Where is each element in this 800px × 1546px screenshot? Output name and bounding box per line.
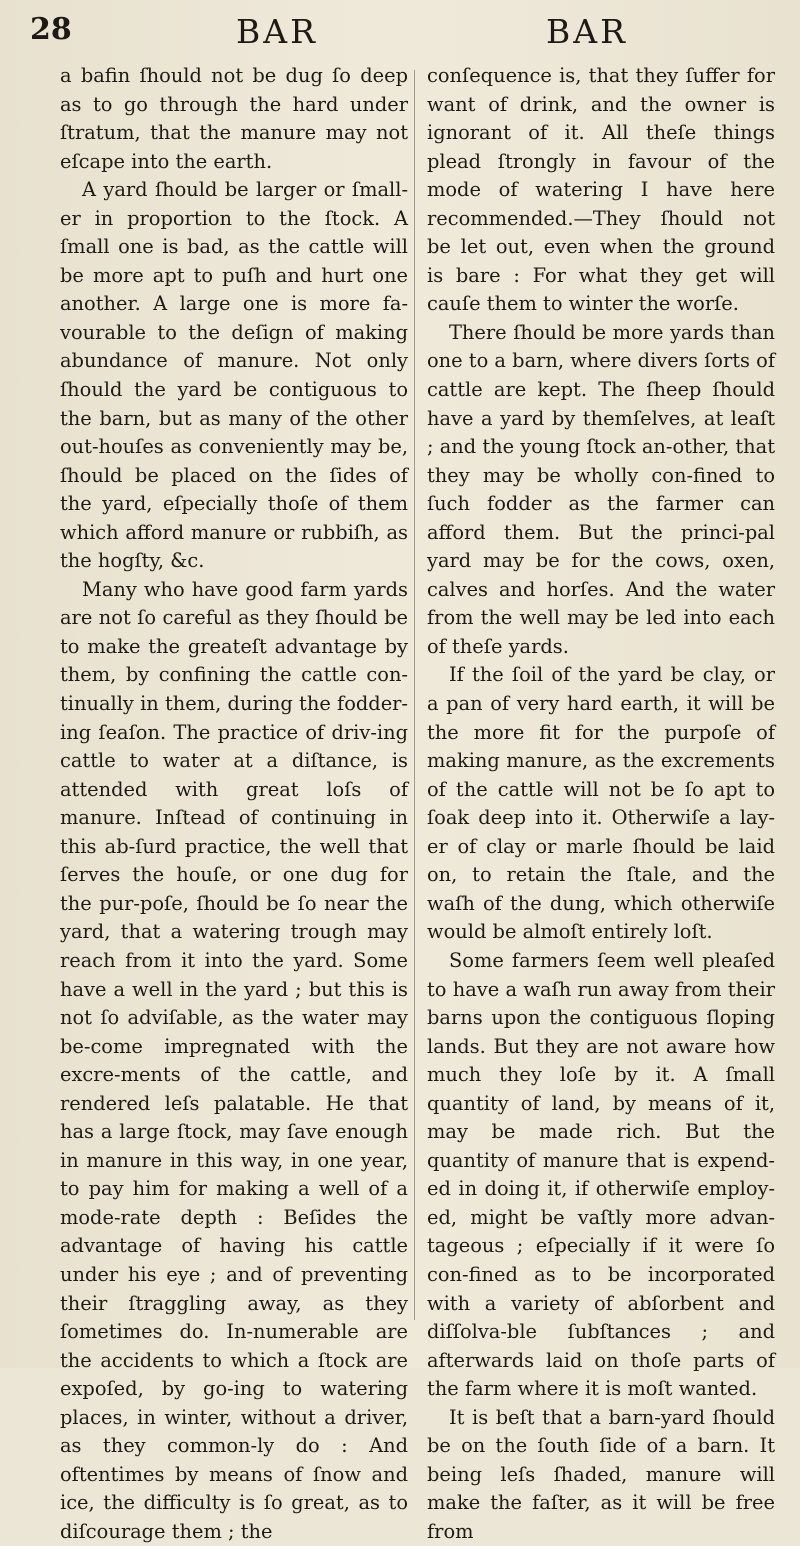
column-divider xyxy=(414,70,415,1320)
right-paragraph-5: It is beſt that a barn-yard ſhould be on the ſouth ſide of a barn. It being leſs ſhaded, manure will make the faſter, as it will be free from xyxy=(427,1405,775,1543)
left-paragraph-2: A yard ſhould be larger or ſmall-er in proportion to the ſtock. A ſmall one is bad, as the cattle will be more apt to puſh and hurt one another. A large one is more fa-vourable to the deſign of making abundance of manure. Not only ſhould the yard be contiguous to the barn, but as many of the other out-houſes as conveniently may be, ſhould be placed on the ſides of the yard, eſpecially thoſe of them which afford manure or rubbiſh, as the hogſty, &c. xyxy=(60,178,408,573)
right-paragraph-1: conſequence is, that they ſuffer for want of drink, and the owner is ignorant of it. All theſe things plead ſtrongly in favour of the mode of watering I have here recommended.—They ſhould not be let out, even when the ground is bare : For what they get will cauſe them to winter the worſe. xyxy=(427,64,775,316)
right-paragraph-2: There ſhould be more yards than one to a barn, where divers ſorts of cattle are kept. The ſheep ſhould have a yard by themſelves, at leaſt ; and the young ſtock an-other, that they may be wholly con-fined to ſuch fodder as the farmer can afford them. But the princi-pal yard may be for the cows, oxen, calves and horſes. And the water from the well may be led into each of theſe yards. xyxy=(427,320,775,658)
right-column xyxy=(427,62,775,1543)
right-paragraph-3: If the ſoil of the yard be clay, or a pan of very hard earth, it will be the more fit for the purpoſe of making manure, as the excrements of the cattle will not be ſo apt to ſoak deep into it. Otherwiſe a lay-er of clay or marle ſhould be laid on, to retain the ſtale, and the waſh of the dung, which otherwiſe would be almoſt entirely loſt. xyxy=(427,663,775,944)
left-paragraph-3: Many who have good farm yards are not ſo careful as they ſhould be to make the greateſt advantage by them, by confining the cattle con-tinually in them, during the fodder-ing ſeaſon. The practice of driv-ing cattle to water at a diſtance, is attended with great loſs of manure. Inſtead of continuing in this ab-ſurd practice, the well that ſerves the houſe, or one dug for the pur-poſe, ſhould be ſo near the yard, that a watering trough may reach from it into the yard. Some have a well in the yard ; but this is not ſo adviſable, as the water may be-come impregnated with the excre-ments of the cattle, and rendered leſs palatable. He that has a large ſtock, may ſave enough in manure in this way, in one year, to pay him for making a well of a mode-rate depth : Beſides the advantage of having his cattle under his eye ; and of preventing their ſtraggling away, as they ſometimes do. In-numerable are the accidents to which a ſtock are expoſed, by go-ing to watering places, in winter, without a driver, as they common-ly do : And oftentimes by means of ſnow and ice, the difficulty is ſo great, as to diſcourage them ; the xyxy=(60,577,408,1543)
right-paragraph-4: Some farmers ſeem well pleaſed to have a waſh run away from their barns upon the contiguous ſloping lands. But they are not aware how much they loſe by it. A ſmall quantity of land, by means of it, may be made rich. But the quantity of manure that is expend-ed in doing it, if otherwiſe employ-ed, might be vaſtly more advan-tageous ; eſpecially if it were ſo con-fined as to be incorporated with a variety of abſorbent and diſſolva-ble ſubſtances ; and afterwards laid on thoſe parts of the farm where it is moſt wanted. xyxy=(427,948,775,1401)
page-number: 28 xyxy=(30,12,72,47)
running-head-left: BAR xyxy=(236,12,318,51)
left-paragraph-1: a bafin ſhould not be dug ſo deep as to go through the hard under ſtratum, that the manure may not eſcape into the earth. xyxy=(60,64,408,173)
page-header xyxy=(0,0,800,60)
left-column xyxy=(60,62,408,1543)
running-head-right: BAR xyxy=(546,12,628,51)
